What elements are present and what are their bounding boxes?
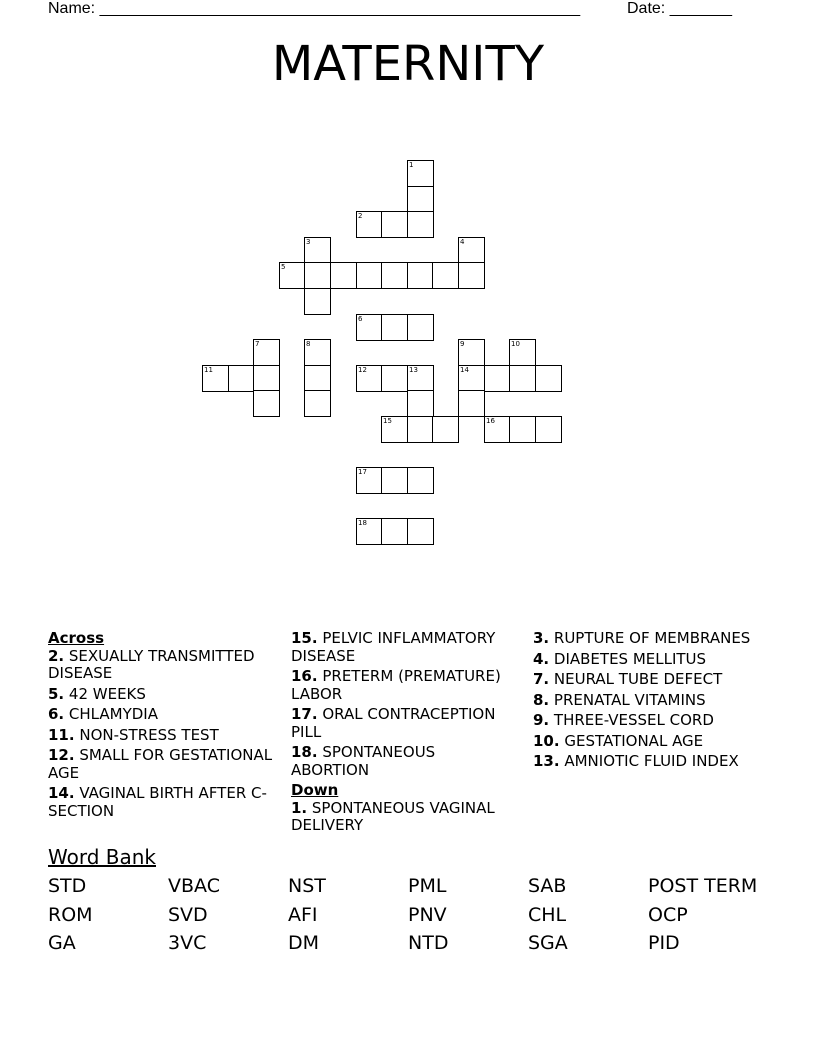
crossword-cell[interactable] — [279, 262, 306, 289]
cell-number: 12 — [358, 366, 367, 374]
crossword-cell[interactable] — [356, 314, 383, 341]
clue-item — [533, 712, 773, 730]
crossword-cell[interactable] — [304, 237, 331, 264]
cell-number: 15 — [383, 417, 392, 425]
across-heading: Across — [48, 629, 105, 647]
cell-number: 4 — [460, 238, 465, 246]
clue-text: VAGINAL BIRTH AFTER C-SECTION — [48, 784, 267, 820]
cell-number: 14 — [460, 366, 469, 374]
clue-text: NEURAL TUBE DEFECT — [549, 670, 723, 688]
crossword-cell[interactable] — [458, 237, 485, 264]
clue-number: 1. — [291, 798, 308, 817]
crossword-cell[interactable] — [330, 262, 357, 289]
crossword-cell[interactable] — [484, 416, 511, 443]
page-title: MATERNITY — [271, 36, 545, 92]
crossword-cell[interactable] — [458, 339, 485, 366]
clue-item — [291, 744, 516, 779]
word-bank-item: POST TERM — [648, 875, 758, 897]
clue-number: 11. — [48, 725, 75, 744]
crossword-cell[interactable] — [356, 518, 383, 545]
word-bank-item: CHL — [528, 904, 567, 926]
crossword-cell[interactable] — [381, 211, 408, 238]
crossword-cell[interactable] — [458, 262, 485, 289]
crossword-cell[interactable] — [253, 339, 280, 366]
clue-item — [48, 706, 273, 724]
clue-text: 42 WEEKS — [64, 684, 146, 703]
crossword-cell[interactable] — [202, 365, 229, 392]
cell-number: 17 — [358, 468, 367, 476]
crossword-cell[interactable] — [253, 390, 280, 417]
down-clue-list-continued — [533, 630, 773, 771]
clue-number: 17. — [291, 705, 318, 723]
word-bank-item: ROM — [48, 904, 93, 926]
crossword-cell[interactable] — [432, 416, 459, 443]
clue-text: SPONTANEOUS VAGINAL DELIVERY — [291, 798, 495, 834]
word-bank-item: NTD — [408, 932, 449, 954]
clue-item — [291, 668, 516, 703]
crossword-cell[interactable] — [381, 416, 408, 443]
clue-number: 13. — [533, 752, 560, 770]
crossword-cell[interactable] — [407, 365, 434, 392]
clue-number: 9. — [533, 711, 550, 729]
clue-text: GESTATIONAL AGE — [559, 731, 704, 750]
cell-number: 3 — [306, 238, 311, 246]
clues-column-2 — [291, 630, 516, 838]
down-heading: Down — [291, 781, 339, 799]
crossword-cell[interactable] — [407, 416, 434, 443]
cell-number: 1 — [409, 161, 414, 169]
clue-number: 2. — [48, 646, 65, 665]
word-bank-item: SGA — [528, 932, 568, 954]
crossword-cell[interactable] — [432, 262, 459, 289]
clue-number: 8. — [533, 690, 550, 709]
crossword-cell[interactable] — [381, 314, 408, 341]
cell-number: 11 — [204, 366, 213, 374]
crossword-cell[interactable] — [228, 365, 255, 392]
word-bank-item: PNV — [408, 904, 447, 926]
crossword-cell[interactable] — [253, 365, 280, 392]
clue-item — [48, 747, 273, 782]
clues-column-1 — [48, 630, 273, 823]
crossword-cell[interactable] — [407, 390, 434, 417]
clue-item — [48, 686, 273, 704]
down-clue-list — [291, 800, 516, 835]
across-clue-list-continued — [291, 630, 516, 779]
crossword-cell[interactable] — [304, 390, 331, 417]
word-bank-item: DM — [288, 932, 320, 954]
word-bank-item: 3VC — [168, 932, 207, 954]
word-bank-item: SAB — [528, 875, 567, 897]
clue-text: AMNIOTIC FLUID INDEX — [559, 752, 739, 770]
clue-number: 18. — [291, 743, 318, 761]
word-bank-item: AFI — [288, 904, 318, 926]
word-bank-item: PML — [408, 875, 447, 897]
word-bank-item: GA — [48, 932, 76, 954]
clue-number: 12. — [48, 746, 75, 764]
clue-text: RUPTURE OF MEMBRANES — [549, 629, 751, 647]
clue-number: 5. — [48, 684, 65, 703]
clue-text: THREE-VESSEL CORD — [549, 711, 714, 729]
crossword-cell[interactable] — [304, 339, 331, 366]
word-bank-item: SVD — [168, 904, 208, 926]
crossword-cell[interactable] — [509, 365, 536, 392]
clue-number: 6. — [48, 705, 65, 723]
crossword-cell[interactable] — [356, 211, 383, 238]
crossword-cell[interactable] — [407, 518, 434, 545]
clue-item — [48, 785, 273, 820]
clue-item — [291, 630, 516, 665]
word-bank-item: OCP — [648, 904, 688, 926]
clue-number: 14. — [48, 784, 75, 802]
cell-number: 10 — [511, 340, 520, 348]
clue-text: DIABETES MELLITUS — [549, 649, 707, 668]
clue-text: PRENATAL VITAMINS — [549, 690, 706, 709]
clue-text: PRETERM (PREMATURE) LABOR — [291, 667, 501, 703]
clue-text: CHLAMYDIA — [64, 705, 158, 723]
clue-item — [48, 648, 273, 683]
crossword-cell[interactable] — [356, 365, 383, 392]
crossword-cell[interactable] — [509, 416, 536, 443]
crossword-cell[interactable] — [381, 467, 408, 494]
cell-number: 6 — [358, 315, 363, 323]
clues-column-3 — [533, 630, 773, 774]
clue-text: PELVIC INFLAMMATORY DISEASE — [291, 629, 496, 665]
cell-number: 7 — [255, 340, 260, 348]
clue-text: NON-STRESS TEST — [74, 725, 219, 744]
crossword-cell[interactable] — [381, 518, 408, 545]
cell-number: 8 — [306, 340, 311, 348]
clue-number: 4. — [533, 649, 550, 668]
clue-item — [533, 733, 773, 751]
crossword-cell[interactable] — [535, 365, 562, 392]
clue-text: SPONTANEOUS ABORTION — [291, 743, 436, 779]
crossword-cell[interactable] — [304, 262, 331, 289]
crossword-cell[interactable] — [458, 365, 485, 392]
crossword-cell[interactable] — [407, 314, 434, 341]
clue-text: SEXUALLY TRANSMITTED DISEASE — [48, 646, 255, 682]
crossword-cell[interactable] — [458, 390, 485, 417]
clue-item — [291, 800, 516, 835]
cell-number: 9 — [460, 340, 465, 348]
clue-number: 15. — [291, 629, 318, 647]
crossword-cell[interactable] — [381, 365, 408, 392]
crossword-cell[interactable] — [356, 467, 383, 494]
clue-text: ORAL CONTRACEPTION PILL — [291, 705, 496, 741]
crossword-cell[interactable] — [407, 186, 434, 213]
word-bank-item: STD — [48, 875, 87, 897]
clue-item — [533, 630, 773, 648]
clue-item — [533, 753, 773, 771]
crossword-cell[interactable] — [356, 262, 383, 289]
word-bank-item: PID — [648, 932, 680, 954]
word-bank-item: NST — [288, 875, 326, 897]
crossword-cell[interactable] — [484, 365, 511, 392]
cell-number: 13 — [409, 366, 418, 374]
crossword-cell[interactable] — [407, 160, 434, 187]
word-bank-title: Word Bank — [48, 845, 156, 869]
crossword-cell[interactable] — [304, 288, 331, 315]
crossword-cell[interactable] — [407, 211, 434, 238]
clue-item — [533, 651, 773, 669]
crossword-cell[interactable] — [407, 262, 434, 289]
clue-number: 7. — [533, 670, 550, 688]
clue-item — [291, 706, 516, 741]
cell-number: 18 — [358, 519, 367, 527]
clue-number: 16. — [291, 667, 318, 685]
cell-number: 16 — [486, 417, 495, 425]
date-label: Date: _______ — [627, 0, 732, 17]
crossword-cell[interactable] — [304, 365, 331, 392]
crossword-cell[interactable] — [407, 467, 434, 494]
word-bank-item: VBAC — [168, 875, 220, 897]
name-label: Name: ______________________________________________________ — [48, 0, 581, 17]
cell-number: 2 — [358, 212, 363, 220]
clue-text: SMALL FOR GESTATIONAL AGE — [48, 746, 273, 782]
clue-item — [48, 727, 273, 745]
clue-item — [533, 692, 773, 710]
crossword-cell[interactable] — [509, 339, 536, 366]
clue-item — [533, 671, 773, 689]
across-clue-list — [48, 648, 273, 821]
clue-number: 3. — [533, 629, 550, 647]
crossword-cell[interactable] — [381, 262, 408, 289]
crossword-cell[interactable] — [535, 416, 562, 443]
clue-number: 10. — [533, 731, 560, 750]
cell-number: 5 — [281, 263, 286, 271]
